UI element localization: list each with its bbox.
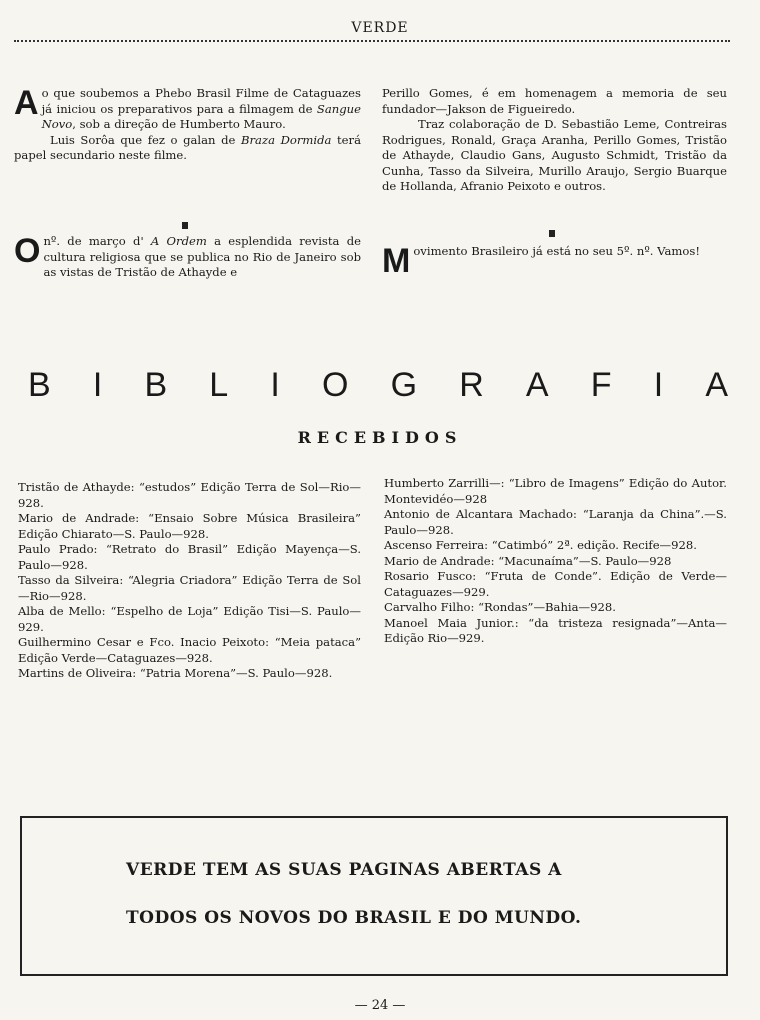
announcement-box (20, 816, 728, 976)
bibliography-entry: Mario de Andrade: “Macunaíma”—S. Paulo—928 (384, 553, 672, 568)
bibliography-entry: Rosario Fusco: “Fruta de Conde”. Edição de Verde—Cataguazes—929. (384, 569, 727, 599)
heading-letter: B (28, 366, 51, 404)
news-item-phebo (14, 86, 361, 164)
news-item-movimento (382, 242, 727, 280)
bibliography-entry: Manoel Maia Junior.: “da tristeza resignada”—Anta—Edição Rio—929. (384, 615, 727, 645)
bibliography-list-right (384, 476, 727, 647)
news-paragraph: Luis Sorôa que fez o galan de Braza Dormida terá papel secundario neste filme. (14, 132, 361, 162)
separator-bullet (549, 230, 555, 237)
heading-letter: R (459, 366, 484, 404)
news-paragraph: Perillo Gomes, é em homenagem a memoria de seu fundador—Jakson de Figueiredo. (382, 86, 727, 116)
page-header-title: VERDE (351, 20, 409, 36)
separator-bullet (182, 222, 188, 229)
news-paragraph: Movimento Brasileiro já está no seu 5º. nº. Vamos! (382, 242, 700, 280)
heading-letter: L (209, 366, 229, 404)
bibliography-entry: Humberto Zarrilli—: “Libro de Imagens” Edição do Autor. Montevidéo—928 (384, 476, 727, 506)
announcement-line-2: TODOS OS NOVOS DO BRASIL E DO MUNDO. (126, 908, 582, 928)
bibliography-entry: Martins de Oliveira: “Patria Morena”—S. Paulo—928. (18, 666, 333, 680)
heading-letter: I (653, 366, 664, 404)
news-paragraph: Traz colaboração de D. Sebastião Leme, Contreiras Rodrigues, Ronald, Graça Aranha, Perillo Gomes, Tristão de Athayde, Claudio Gans, Augusto Schmidt, Tristão da Cunha, Tasso da Silveira, Murillo Araujo, Sergio Buarque de Hollanda, Afranio Peixoto e outros. (382, 117, 727, 193)
bibliography-list-left (18, 480, 361, 682)
bibliography-entry: Carvalho Filho: “Rondas”—Bahia—928. (384, 600, 616, 614)
bibliography-entry: Tasso da Silveira: “Alegria Criadora” Edição Terra de Sol—Rio—928. (18, 573, 361, 603)
bibliography-entry: Paulo Prado: “Retrato do Brasil” Edição Mayença—S. Paulo—928. (18, 542, 361, 572)
news-item-ordem (14, 234, 361, 281)
recebidos-subheading: RECEBIDOS (297, 428, 463, 447)
bibliography-entry: Alba de Mello: “Espelho de Loja” Edição Tisi—S. Paulo—929. (18, 604, 361, 634)
drop-cap: O (14, 232, 41, 270)
bibliography-entry: Ascenso Ferreira: “Catimbó” 2ª. edição. Recife—928. (384, 538, 697, 552)
page-number: — 24 — (354, 998, 406, 1013)
news-paragraph: Ao que soubemos a Phebo Brasil Filme de Cataguazes já iniciou os preparativos para a filmagem de Sangue Novo, sob a direção de Humberto Mauro. (14, 84, 361, 131)
header-rule (14, 40, 730, 42)
announcement-line-1: VERDE TEM AS SUAS PAGINAS ABERTAS A (126, 860, 562, 880)
bibliography-entry: Antonio de Alcantara Machado: “Laranja da China”.—S. Paulo—928. (384, 507, 727, 537)
news-item-ordem-continued (382, 86, 727, 195)
heading-letter: B (144, 366, 168, 404)
heading-letter: F (590, 366, 612, 404)
heading-letter: I (270, 366, 280, 404)
bibliografia-heading (28, 366, 728, 405)
bibliography-entry: Guilhermino Cesar e Fco. Inacio Peixoto: “Meia pataca” Edição Verde—Cataguazes—928. (18, 635, 361, 665)
drop-cap: M (382, 242, 411, 280)
bibliography-entry: Mario de Andrade: “Ensaio Sobre Música Brasileira” Edição Chiarato—S. Paulo—928. (18, 511, 361, 541)
bibliography-entry: Tristão de Athayde: “estudos” Edição Terra de Sol—Rio—928. (18, 480, 361, 510)
drop-cap: A (14, 84, 39, 122)
news-paragraph: O nº. de março d' A Ordem a esplendida revista de cultura religiosa que se publica no Rio de Janeiro sob as vistas de Tristão de Athayde e (14, 232, 361, 279)
heading-letter: G (390, 366, 418, 404)
heading-letter: O (321, 366, 349, 404)
heading-letter: A (705, 366, 728, 404)
heading-letter: I (92, 366, 103, 404)
heading-letter: A (525, 366, 549, 404)
